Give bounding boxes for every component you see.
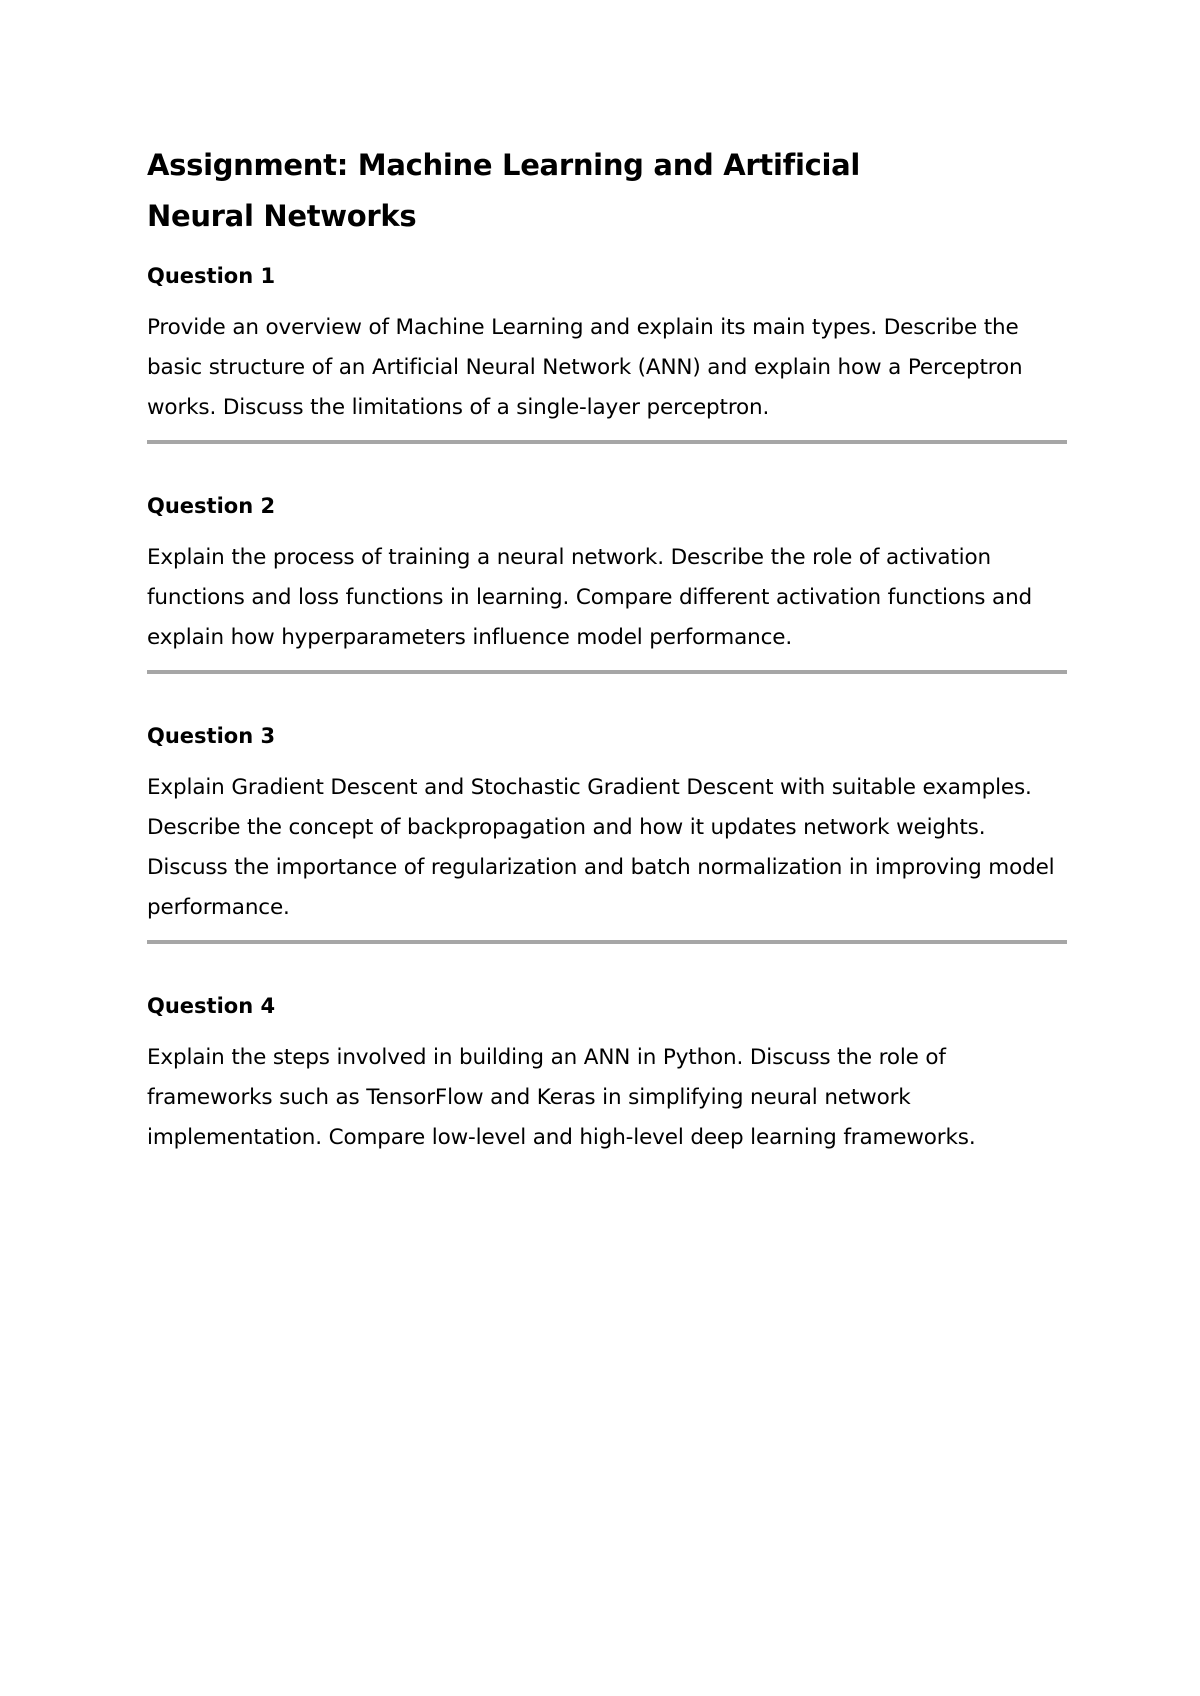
section-divider (147, 940, 1067, 944)
question-heading: Question 1 (147, 264, 276, 288)
question-body: Provide an overview of Machine Learning and explain its main types. Describe the basic structure of an Artificial Neural Network (ANN) and explain how a Perceptron works. Discuss the limitations of a single-layer perceptron. (147, 315, 1023, 420)
section-divider (147, 670, 1067, 674)
question-4 (147, 991, 1067, 1158)
question-2 (147, 491, 1067, 658)
question-heading: Question 2 (147, 494, 276, 518)
question-heading: Question 3 (147, 724, 276, 748)
question-heading: Question 4 (147, 994, 276, 1018)
question-body: Explain Gradient Descent and Stochastic Gradient Descent with suitable examples. Describe the concept of backpropagation and how it updates network weights. Discuss the importance of regularization and batch normalization in improving model performance. (147, 775, 1055, 920)
question-body: Explain the process of training a neural network. Describe the role of activation functions and loss functions in learning. Compare different activation functions and explain how hyperparameters influence model performance. (147, 545, 1033, 650)
section-divider (147, 440, 1067, 444)
question-3 (147, 721, 1067, 928)
document-title: Assignment: Machine Learning and Artificial Neural Networks (147, 148, 861, 233)
question-1 (147, 261, 1067, 428)
document-content (147, 140, 1067, 1158)
question-body: Explain the steps involved in building an ANN in Python. Discuss the role of frameworks such as TensorFlow and Keras in simplifying neural network implementation. Compare low-level and high-level deep learning frameworks. (147, 1045, 976, 1150)
